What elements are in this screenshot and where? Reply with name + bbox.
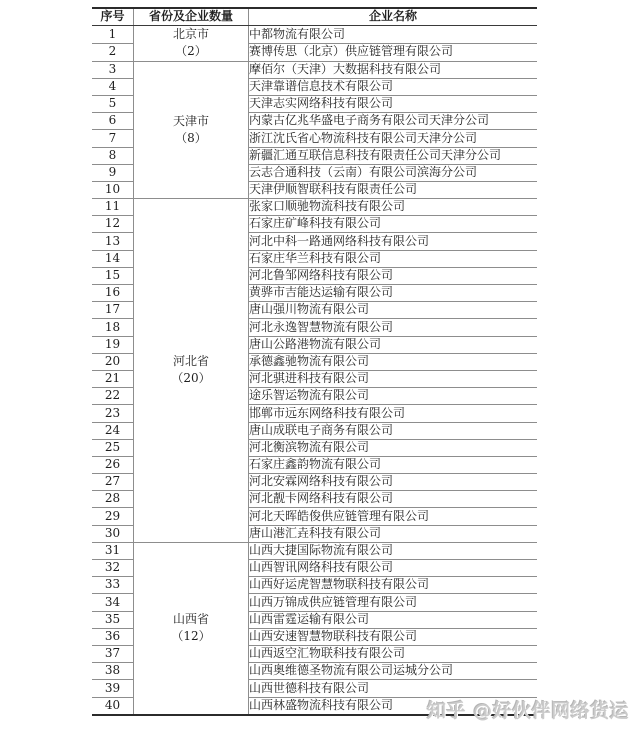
- table-row: [92, 199, 537, 216]
- province-cell: [134, 26, 249, 61]
- row-index: 9: [92, 164, 134, 181]
- company-name: 赛博传思（北京）供应链管理有限公司: [249, 43, 538, 61]
- table-row: [92, 26, 537, 44]
- company-name: 天津志实网络科技有限公司: [249, 95, 538, 112]
- row-index: 32: [92, 560, 134, 577]
- row-index: 30: [92, 525, 134, 542]
- header-province: 省份及企业数量: [134, 8, 249, 26]
- company-name: 承德鑫驰物流有限公司: [249, 353, 538, 370]
- company-name: 河北靓卡网络科技有限公司: [249, 491, 538, 508]
- row-index: 35: [92, 611, 134, 628]
- row-index: 21: [92, 370, 134, 387]
- company-name: 内蒙古亿兆华盛电子商务有限公司天津分公司: [249, 113, 538, 130]
- company-name: 新疆汇通互联信息科技有限责任公司天津分公司: [249, 147, 538, 164]
- row-index: 27: [92, 474, 134, 491]
- row-index: 6: [92, 113, 134, 130]
- row-index: 25: [92, 439, 134, 456]
- table-row: [92, 542, 537, 559]
- row-index: 7: [92, 130, 134, 147]
- company-name: 邯郸市远东网络科技有限公司: [249, 405, 538, 422]
- company-name: 河北鲁邹网络科技有限公司: [249, 267, 538, 284]
- company-table: [92, 7, 537, 716]
- table-body: [92, 26, 537, 715]
- province-name: 北京市: [172, 27, 209, 42]
- row-index: 13: [92, 233, 134, 250]
- row-index: 12: [92, 216, 134, 233]
- company-name: 张家口顺驰物流科技有限公司: [249, 199, 538, 216]
- row-index: 8: [92, 147, 134, 164]
- company-name: 河北天晖皓俊供应链管理有限公司: [249, 508, 538, 525]
- row-index: 31: [92, 542, 134, 559]
- province-name: 山西省: [172, 612, 209, 627]
- row-index: 2: [92, 43, 134, 61]
- company-name: 河北骐进科技有限公司: [249, 370, 538, 387]
- row-index: 40: [92, 697, 134, 715]
- province-count: （8）: [175, 130, 207, 145]
- company-name: 山西万锦成供应链管理有限公司: [249, 594, 538, 611]
- province-cell: [134, 61, 249, 199]
- row-index: 33: [92, 577, 134, 594]
- company-name: 天津伊顺智联科技有限责任公司: [249, 181, 538, 198]
- company-table-container: [92, 7, 537, 716]
- row-index: 39: [92, 680, 134, 697]
- company-name: 山西林盛物流科技有限公司: [249, 697, 538, 715]
- row-index: 3: [92, 61, 134, 78]
- province-count: （20）: [171, 371, 211, 386]
- row-index: 1: [92, 26, 134, 44]
- company-name: 浙江沈氏省心物流科技有限公司天津分公司: [249, 130, 538, 147]
- row-index: 24: [92, 422, 134, 439]
- zhihu-watermark: 知乎 @好伙伴网络货运: [427, 700, 630, 722]
- row-index: 16: [92, 285, 134, 302]
- row-index: 14: [92, 250, 134, 267]
- header-row: [92, 8, 537, 26]
- company-name: 中都物流有限公司: [249, 26, 538, 44]
- row-index: 34: [92, 594, 134, 611]
- company-name: 山西奥维德圣物流有限公司运城分公司: [249, 663, 538, 680]
- row-index: 15: [92, 267, 134, 284]
- province-count: （12）: [171, 629, 211, 644]
- company-name: 山西返空汇物联科技有限公司: [249, 645, 538, 662]
- company-name: 山西好运虎智慧物联科技有限公司: [249, 577, 538, 594]
- company-name: 山西雷霆运输有限公司: [249, 611, 538, 628]
- company-name: 唐山强川物流有限公司: [249, 302, 538, 319]
- row-index: 29: [92, 508, 134, 525]
- row-index: 18: [92, 319, 134, 336]
- row-index: 5: [92, 95, 134, 112]
- company-name: 石家庄华兰科技有限公司: [249, 250, 538, 267]
- row-index: 19: [92, 336, 134, 353]
- row-index: 4: [92, 78, 134, 95]
- row-index: 20: [92, 353, 134, 370]
- company-name: 黄骅市吉能达运输有限公司: [249, 285, 538, 302]
- company-name: 山西世德科技有限公司: [249, 680, 538, 697]
- header-company: 企业名称: [249, 8, 538, 26]
- company-name: 摩佰尔（天津）大数据科技有限公司: [249, 61, 538, 78]
- row-index: 22: [92, 388, 134, 405]
- company-name: 河北安霖网络科技有限公司: [249, 474, 538, 491]
- row-index: 37: [92, 645, 134, 662]
- province-cell: [134, 542, 249, 714]
- table-row: [92, 61, 537, 78]
- company-name: 河北中科一路通网络科技有限公司: [249, 233, 538, 250]
- company-name: 天津靠谱信息技术有限公司: [249, 78, 538, 95]
- company-name: 山西安速智慧物联科技有限公司: [249, 628, 538, 645]
- province-cell: [134, 199, 249, 543]
- row-index: 23: [92, 405, 134, 422]
- province-count: （2）: [175, 44, 207, 59]
- table-header: [92, 8, 537, 26]
- row-index: 28: [92, 491, 134, 508]
- company-name: 途乐智运物流有限公司: [249, 388, 538, 405]
- company-name: 山西大捷国际物流有限公司: [249, 542, 538, 559]
- row-index: 26: [92, 456, 134, 473]
- row-index: 17: [92, 302, 134, 319]
- company-name: 云志合通科技（云南）有限公司滨海分公司: [249, 164, 538, 181]
- company-name: 石家庄鑫韵物流有限公司: [249, 456, 538, 473]
- company-name: 唐山成联电子商务有限公司: [249, 422, 538, 439]
- header-index: 序号: [92, 8, 134, 26]
- company-name: 唐山公路港物流有限公司: [249, 336, 538, 353]
- company-name: 河北衡滨物流有限公司: [249, 439, 538, 456]
- company-name: 石家庄矿峰科技有限公司: [249, 216, 538, 233]
- row-index: 38: [92, 663, 134, 680]
- company-name: 河北永逸智慧物流有限公司: [249, 319, 538, 336]
- province-name: 河北省: [172, 354, 209, 369]
- company-name: 山西智讯网络科技有限公司: [249, 560, 538, 577]
- row-index: 10: [92, 181, 134, 198]
- row-index: 11: [92, 199, 134, 216]
- province-name: 天津市: [172, 113, 209, 128]
- row-index: 36: [92, 628, 134, 645]
- company-name: 唐山港汇垚科技有限公司: [249, 525, 538, 542]
